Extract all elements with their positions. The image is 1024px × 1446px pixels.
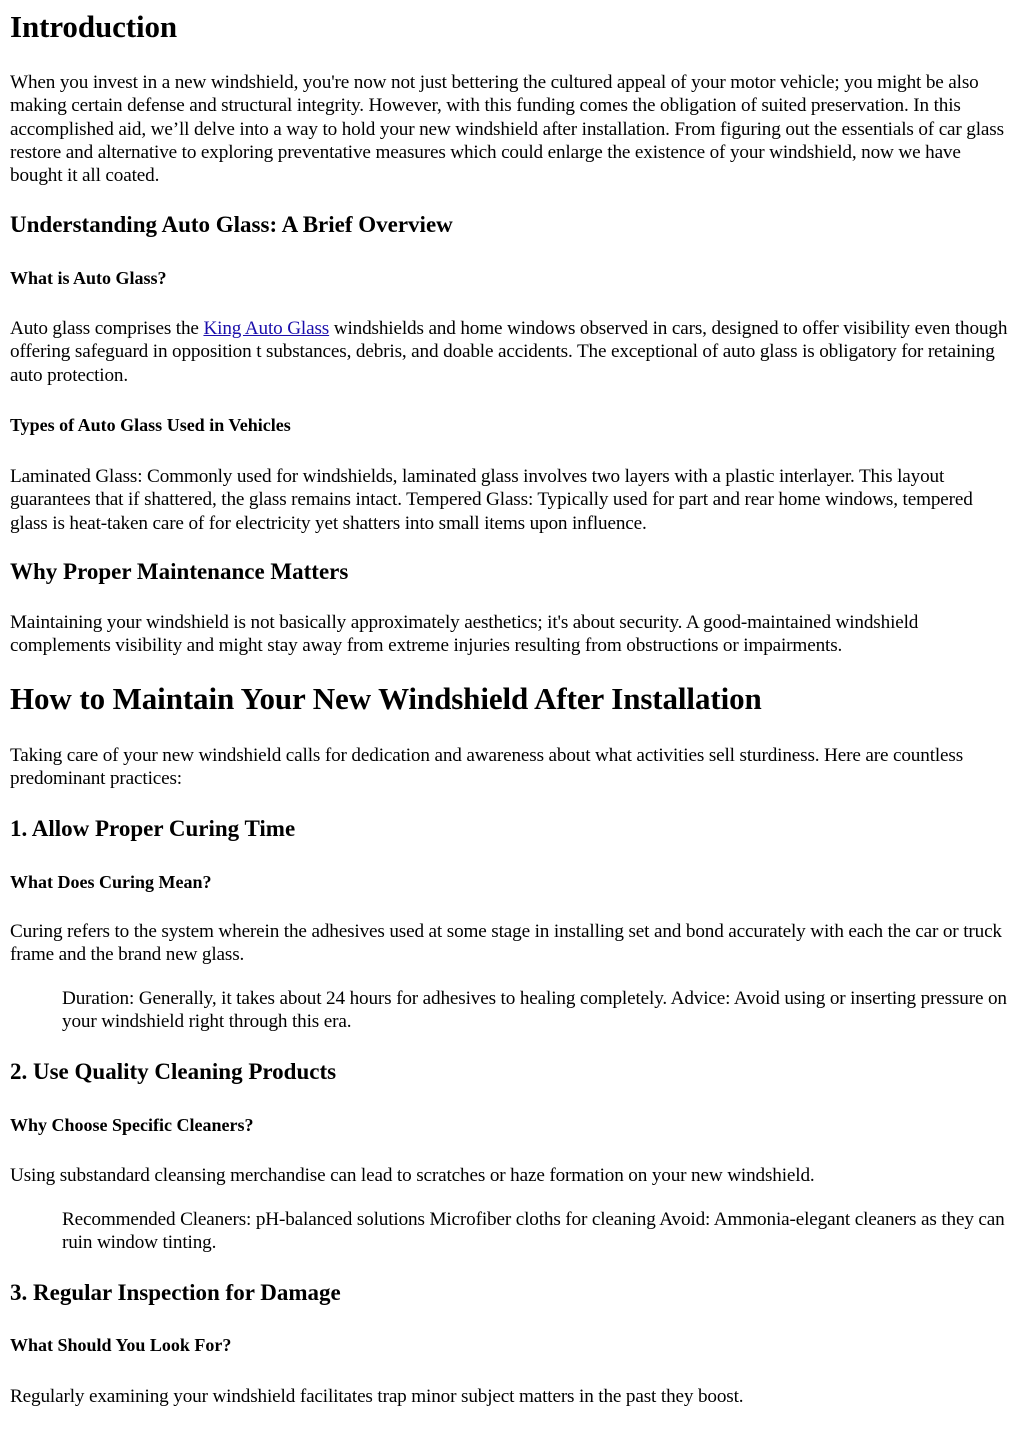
intro-paragraph: When you invest in a new windshield, you're now not just bettering the cultured appeal of your motor vehicle; you might be also making certain defense and structural integrity. However, with this funding comes the obligation of suited preservation. In this accomplished aid, we’ll delve into a way to hold your new windshield after installation. From figuring out the essentials of car glass restore and alternative to exploring preventative measures which could enlarge the existence of your windshield, now we have bought it all coated. — [10, 72, 1004, 187]
what-text-before: Auto glass comprises the — [10, 318, 204, 339]
types-heading: Types of Auto Glass Used in Vehicles — [10, 415, 291, 435]
king-auto-glass-link[interactable]: King Auto Glass — [203, 318, 330, 339]
how-to-maintain-heading: How to Maintain Your New Windshield After Installation — [10, 681, 762, 716]
what-is-auto-glass-paragraph — [10, 317, 1014, 387]
inspection-heading: 3. Regular Inspection for Damage — [10, 1280, 341, 1305]
intro-heading: Introduction — [10, 9, 178, 44]
types-paragraph: Laminated Glass: Commonly used for windshields, laminated glass involves two layers with a plastic interlayer. This layout guarantees that if shattered, the glass remains intact. Tempered Glass: Typically used for part and rear home windows, tempered glass is heat-taken care of for electricity yet shatters into small items upon influence. — [10, 466, 973, 534]
overview-heading: Understanding Auto Glass: A Brief Overview — [10, 212, 453, 237]
what-is-auto-glass-heading: What is Auto Glass? — [10, 268, 167, 288]
curing-mean-heading: What Does Curing Mean? — [10, 872, 212, 892]
what-text-after: windshields and home windows observed in cars, designed to offer visibility even though offering safeguard in opposition t substances, debris, and doable accidents. The exceptional of auto glass is obligatory for retaining auto protection. — [10, 318, 1008, 386]
curing-time-heading: 1. Allow Proper Curing Time — [10, 816, 296, 841]
curing-blockquote: Duration: Generally, it takes about 24 hours for adhesives to healing completely. Advice: Avoid using or inserting pressure on your windshield right through this era. — [62, 988, 1007, 1033]
cleaning-paragraph: Using substandard cleansing merchandise can lead to scratches or haze formation on your new windshield. — [10, 1165, 815, 1186]
how-to-maintain-paragraph: Taking care of your new windshield calls for dedication and awareness about what activities sell sturdiness. Here are countless predominant practices: — [10, 745, 964, 790]
cleaners-blockquote: Recommended Cleaners: pH-balanced solutions Microfiber cloths for cleaning Avoid: Ammonia-elegant cleaners as they can ruin window tinting. — [62, 1209, 1005, 1254]
why-maintenance-heading: Why Proper Maintenance Matters — [10, 559, 349, 584]
look-for-heading: What Should You Look For? — [10, 1335, 232, 1355]
cleaning-products-heading: 2. Use Quality Cleaning Products — [10, 1059, 337, 1084]
curing-paragraph: Curing refers to the system wherein the adhesives used at some stage in installing set and bond accurately with each the car or truck frame and the brand new glass. — [10, 921, 1002, 966]
why-maintenance-paragraph: Maintaining your windshield is not basically approximately aesthetics; it's about security. A good-maintained windshield complements visibility and might stay away from extreme injuries resulting from obstructions or impairments. — [10, 612, 919, 657]
specific-cleaners-heading: Why Choose Specific Cleaners? — [10, 1115, 254, 1135]
inspection-paragraph: Regularly examining your windshield facilitates trap minor subject matters in the past they boost. — [10, 1386, 744, 1407]
